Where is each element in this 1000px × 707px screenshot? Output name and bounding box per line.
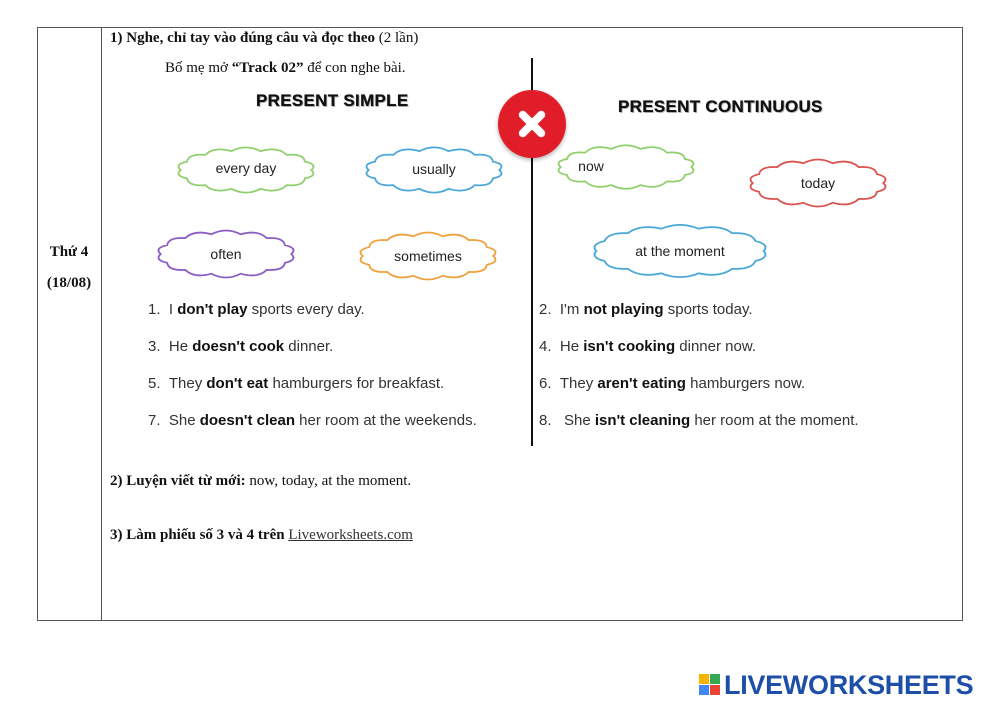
day-name: Thứ 4 (49, 244, 89, 260)
present-continuous-heading: PRESENT CONTINUOUS (618, 97, 823, 116)
brand-name: LIVEWORKSHEETS (724, 670, 974, 700)
cloud-often: often (150, 226, 302, 282)
sentence-1: 1. I don't play sports every day. (148, 301, 365, 318)
liveworksheets-link[interactable]: Liveworksheets.com (288, 527, 413, 543)
sentence-2: 2. I'm not playing sports today. (539, 301, 753, 318)
cloud-now: now (550, 141, 702, 193)
sentence-8: 8. She isn't cleaning her room at the moment. (539, 412, 859, 429)
column-divider (101, 27, 102, 621)
sentence-5: 5. They don't eat hamburgers for breakfast. (148, 375, 445, 392)
task2: 2) Luyện viết từ mới: now, today, at the moment. (110, 473, 412, 489)
present-simple-heading: PRESENT SIMPLE (256, 91, 409, 110)
task3: 3) Làm phiếu số 3 và 4 trên Liveworksheets.com (110, 527, 413, 543)
cloud-today: today (742, 155, 894, 211)
task1-title: 1) Nghe, chỉ tay vào đúng câu và đọc theo (2 lần) (110, 30, 419, 46)
cloud-sometimes: sometimes (352, 228, 504, 284)
day-date: (18/08) (46, 275, 92, 291)
cloud-at-the-moment: at the moment (584, 220, 776, 282)
cloud-every-day: every day (170, 143, 322, 197)
sentence-7: 7. She doesn't clean her room at the weekends. (148, 412, 477, 429)
sentence-4: 4. He isn't cooking dinner now. (539, 338, 756, 355)
cloud-usually: usually (358, 143, 510, 197)
logo-blocks-icon (699, 674, 721, 696)
sentence-6: 6. They aren't eating hamburgers now. (539, 375, 806, 392)
task1-instruction: Bố mẹ mở “Track 02” để con nghe bài. (165, 60, 406, 76)
sentence-3: 3. He doesn't cook dinner. (148, 338, 334, 355)
